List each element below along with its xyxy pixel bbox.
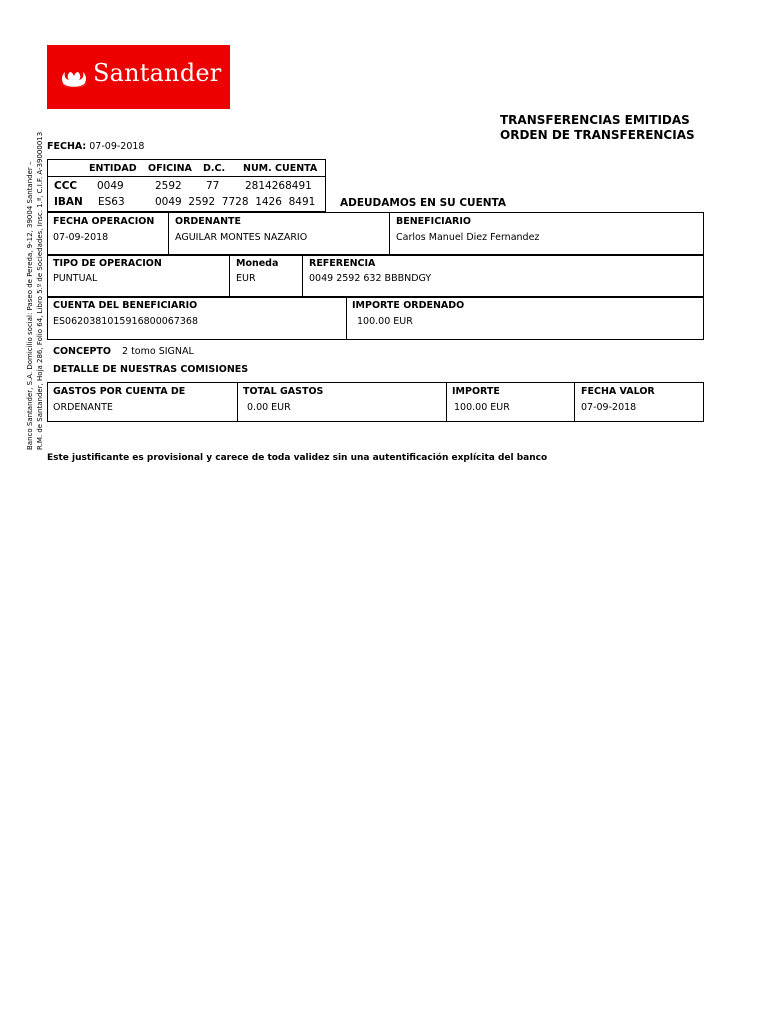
beneficiario-label: BENEFICIARIO [396,216,471,227]
ordenante-label: ORDENANTE [175,216,241,227]
moneda-label: Moneda [236,258,279,269]
account-divider [47,176,326,177]
gastos-cuenta-label: GASTOS POR CUENTA DE [53,386,186,397]
bank-name: Santander [93,59,222,87]
ccc-label: CCC [54,180,78,192]
oficina-header: OFICINA [148,163,192,174]
concepto-value: 2 tomo SIGNAL [122,346,194,357]
iban-label: IBAN [54,196,83,208]
concepto-line [53,346,194,357]
importe-ordenado-label: IMPORTE ORDENADO [352,300,465,311]
total-gastos-label: TOTAL GASTOS [243,386,324,397]
ccc-num-cuenta: 2814268491 [245,180,312,192]
fecha-valor-value: 07-09-2018 [581,402,637,413]
ordenante-value: AGUILAR MONTES NAZARIO [175,232,308,243]
divider [346,297,347,340]
cuenta-beneficiario-label: CUENTA DEL BENEFICIARIO [53,300,198,311]
title-line-2: ORDEN DE TRANSFERENCIAS [500,128,695,142]
ccc-oficina: 2592 [155,180,182,192]
cuenta-beneficiario-value: ES0620381015916800067368 [53,316,199,327]
divider [446,382,447,422]
gastos-cuenta-value: ORDENANTE [53,402,113,413]
tipo-operacion-label: TIPO DE OPERACION [53,258,162,269]
fecha-line [47,141,144,152]
divider [302,255,303,297]
legal-line-1: Banco Santander, S.A. Domicilio social: Paseo de Pereda, 9-12, 39004 Santander – [26,161,34,450]
fecha-valor-label: FECHA VALOR [581,386,655,397]
title-line-1: TRANSFERENCIAS EMITIDAS [500,113,690,127]
divider [229,255,230,297]
fecha-label: FECHA: [47,141,87,152]
adeudamos-text: ADEUDAMOS EN SU CUENTA [340,197,507,209]
ccc-entidad: 0049 [97,180,124,192]
importe-label: IMPORTE [452,386,500,397]
santander-logo [47,45,230,109]
fecha-value: 07-09-2018 [89,141,145,152]
fecha-operacion-value: 07-09-2018 [53,232,109,243]
tipo-operacion-value: PUNTUAL [53,273,98,284]
divider [389,212,390,255]
iban-number: 0049 2592 7728 1426 8491 [155,196,316,208]
divider [237,382,238,422]
referencia-label: REFERENCIA [309,258,376,269]
total-gastos-value: 0.00 EUR [247,402,291,413]
fecha-operacion-label: FECHA OPERACION [53,216,155,227]
legal-side-text [25,50,45,450]
entidad-header: ENTIDAD [89,163,137,174]
flame-icon [60,59,88,93]
iban-prefix: ES63 [98,196,125,208]
dc-header: D.C. [203,163,226,174]
divider [574,382,575,422]
disclaimer-text: Este justificante es provisional y carece de toda validez sin una autentificación explícita del banco [47,453,548,463]
legal-line-2: R.M. de Santander, Hoja 286, Folio 64, Libro 5.º de Sociedades, Insc. 1.ª, C.I.F. A-39000013 [36,131,44,450]
concepto-label: CONCEPTO [53,346,111,357]
importe-value: 100.00 EUR [454,402,510,413]
ccc-dc: 77 [206,180,220,192]
comisiones-title: DETALLE DE NUESTRAS COMISIONES [53,364,249,375]
beneficiario-value: Carlos Manuel Diez Fernandez [396,232,540,243]
num-cuenta-header: NUM. CUENTA [243,163,318,174]
importe-ordenado-value: 100.00 EUR [357,316,413,327]
referencia-value: 0049 2592 632 BBBNDGY [309,273,432,284]
moneda-value: EUR [236,273,256,284]
divider [168,212,169,255]
